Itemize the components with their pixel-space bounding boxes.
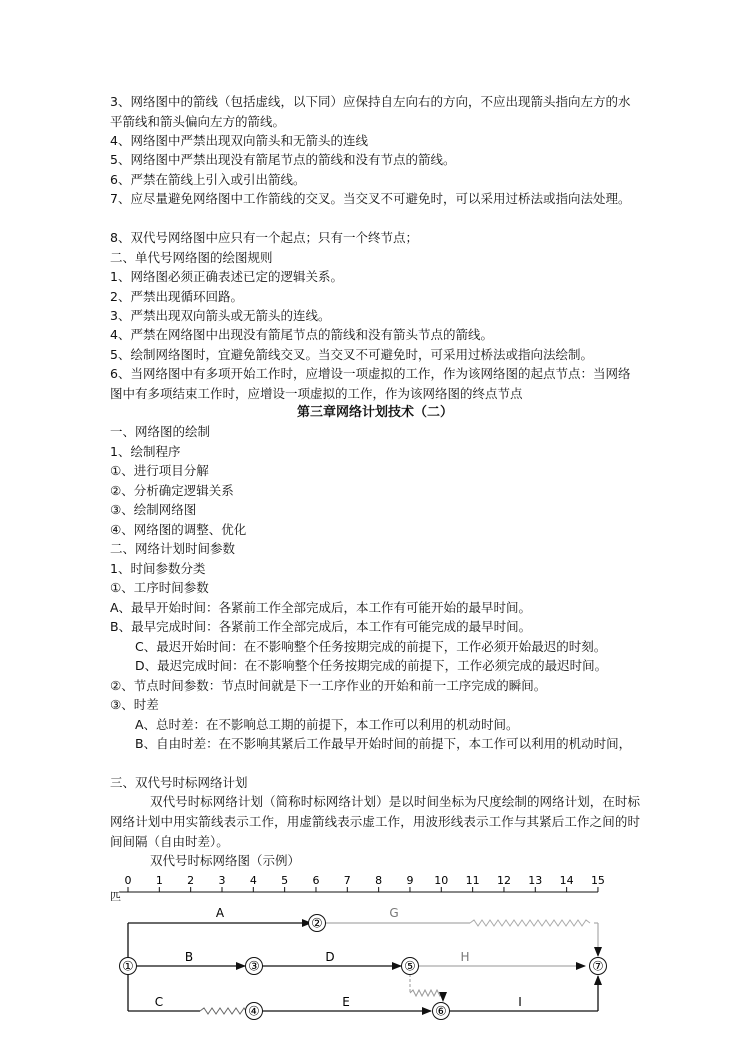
chapter-title: 第三章网络计划技术（二）	[296, 405, 453, 420]
dummy-wave	[410, 990, 443, 996]
single-rule-2: 2、严禁出现循环回路。	[110, 289, 243, 304]
drawing-step-1: ①、进行项目分解	[110, 463, 209, 478]
node-2-label: ②	[311, 916, 323, 932]
axis-tick-label: 7	[343, 874, 351, 887]
time-sub: 1、时间参数分类	[110, 561, 206, 576]
single-rule-6: 6、当网络图中有多项开始工作时，应增设一项虚拟的工作，作为该网络图的起点节点：当网络图中有多项结束工作时，应增设一项虚拟的工作，作为该网络图的终点节点	[110, 366, 631, 401]
section-heading: 二、单代号网络图的绘图规则	[110, 250, 273, 265]
axis-label: 匹	[110, 890, 121, 903]
axis-tick-label: 6	[312, 874, 320, 887]
process-heading: ①、工序时间参数	[110, 580, 209, 595]
drawing-step-4: ④、网络图的调整、优化	[110, 522, 247, 537]
node-4-label: ④	[248, 1004, 260, 1020]
axis-tick-label: 13	[528, 874, 543, 887]
single-rule-3: 3、严禁出现双向箭头或无箭头的连线。	[110, 308, 331, 323]
activity-a-label: A	[215, 906, 225, 920]
axis-tick-label: 11	[465, 874, 480, 887]
axis-tick-label: 8	[375, 874, 383, 887]
axis-tick-label: 0	[124, 874, 132, 887]
drawing-step-2: ②、分析确定逻辑关系	[110, 483, 234, 498]
rule-7: 7、应尽量避免网络图中工作箭线的交叉。当交叉不可避免时，可以采用过桥法或指向法处理。	[110, 191, 631, 206]
param-d: D、最迟完成时间：在不影响整个任务按期完成的前提下，工作必须完成的最迟时间。	[135, 658, 608, 673]
timescale-paragraph: 双代号时标网络计划（简称时标网络计划）是以时间坐标为尺度绘制的网络计划，在时标网络计划中用实箭线表示工作，用虚箭线表示虚工作，用波形线表示工作与其紧后工作之间的时间间隔（自由时差）。	[110, 794, 640, 849]
param-c: C、最迟开始时间：在不影响整个任务按期完成的前提下，工作必须开始最迟的时刻。	[135, 639, 607, 654]
activity-d-label: D	[325, 950, 335, 964]
single-rule-4: 4、严禁在网络图中出现没有箭尾节点的箭线和没有箭头节点的箭线。	[110, 327, 493, 342]
drawing-heading: 一、网络图的绘制	[110, 424, 211, 439]
activity-h-label: H	[460, 950, 470, 964]
axis-tick-label: 10	[434, 874, 449, 887]
axis-tick-label: 9	[406, 874, 414, 887]
axis-tick-label: 14	[559, 874, 574, 887]
float-heading: ③、时差	[110, 697, 159, 712]
rule-6: 6、严禁在箭线上引入或引出箭线。	[110, 172, 306, 187]
rule-3: 3、网络图中的箭线（包括虚线，以下同）应保持自左向右的方向，不应出现箭头指向左方的水平箭线和箭头偏向左方的箭线。	[110, 94, 631, 129]
axis-tick-label: 12	[496, 874, 511, 887]
drawing-sub: 1、绘制程序	[110, 444, 181, 459]
free-float-wave-g	[470, 920, 590, 926]
axis-ticks	[125, 874, 605, 892]
free-float: B、自由时差：在不影响其紧后工作最早开始时间的前提下，本工作可以利用的机动时间，	[135, 736, 632, 751]
node-param: ②、节点时间参数：节点时间就是下一工序作业的开始和前一工序完成的瞬间。	[110, 678, 547, 693]
free-float-wave-c	[200, 1008, 252, 1014]
axis-tick-label: 4	[249, 874, 257, 887]
node-5-label: ⑤	[404, 959, 416, 975]
node-1-label: ①	[122, 959, 134, 975]
param-a: A、最早开始时间：各紧前工作全部完成后，本工作有可能开始的最早时间。	[110, 600, 532, 615]
activity-c-label: C	[154, 995, 164, 1009]
rule-8: 8、双代号网络图中应只有一个起点；只有一个终节点；	[110, 230, 418, 245]
activity-e-label: E	[342, 995, 350, 1009]
time-heading: 二、网络计划时间参数	[110, 541, 236, 556]
axis-tick-label: 3	[218, 874, 226, 887]
activity-i-label: I	[518, 995, 522, 1009]
total-float: A、总时差：在不影响总工期的前提下，本工作可以利用的机动时间。	[135, 717, 519, 732]
diagram-caption: 双代号时标网络图（示例）	[150, 853, 301, 868]
node-6-label: ⑥	[435, 1004, 447, 1020]
timescale-heading: 三、双代号时标网络计划	[110, 775, 248, 790]
single-rule-5: 5、绘制网络图时，宜避免箭线交叉。当交叉不可避免时，可采用过桥法或指向法绘制。	[110, 347, 593, 362]
node-7-label: ⑦	[592, 959, 604, 975]
rule-4: 4、网络图中严禁出现双向箭头和无箭头的连线	[110, 133, 368, 148]
param-b: B、最早完成时间：各紧前工作全部完成后，本工作有可能完成的最早时间。	[110, 619, 532, 634]
rule-5: 5、网络图中严禁出现没有箭尾节点的箭线和没有节点的箭线。	[110, 152, 456, 167]
activity-b-label: B	[184, 950, 194, 964]
axis-tick-label: 2	[187, 874, 195, 887]
axis-tick-label: 1	[155, 874, 163, 887]
activity-g-label: G	[389, 906, 399, 920]
single-rule-1: 1、网络图必须正确表述已定的逻辑关系。	[110, 269, 343, 284]
node-3-label: ③	[248, 959, 260, 975]
axis-tick-label: 15	[590, 874, 605, 887]
axis-tick-label: 5	[281, 874, 289, 887]
drawing-step-3: ③、绘制网络图	[110, 502, 197, 517]
